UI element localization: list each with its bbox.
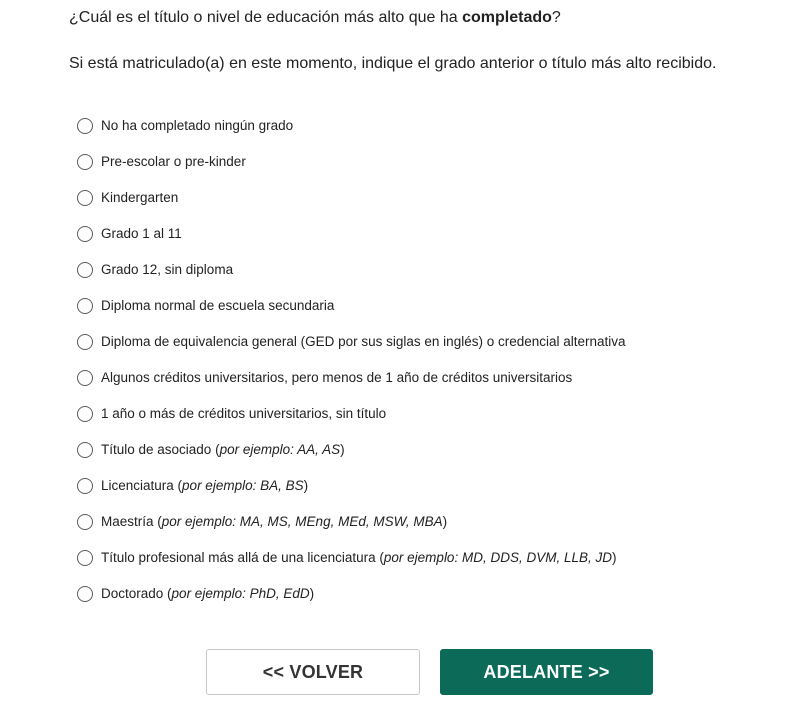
answer-option[interactable] <box>77 468 626 504</box>
answer-option[interactable] <box>77 576 626 612</box>
answer-option[interactable] <box>77 360 626 396</box>
radio-button[interactable] <box>77 262 93 278</box>
option-label <box>101 116 293 136</box>
answer-option[interactable] <box>77 432 626 468</box>
option-label-text: Título de asociado ( <box>101 442 220 457</box>
option-label-text: No ha completado ningún grado <box>101 118 294 133</box>
option-example-text: por ejemplo: AA, AS <box>219 442 341 457</box>
radio-button[interactable] <box>77 550 93 566</box>
option-label-text: Doctorado ( <box>101 586 172 601</box>
option-label-text: Diploma normal de escuela secundaria <box>101 298 335 313</box>
option-label <box>101 296 334 316</box>
option-label-text: Maestría ( <box>101 514 162 529</box>
question-suffix: ? <box>551 9 561 26</box>
option-label <box>101 440 345 460</box>
radio-button[interactable] <box>77 190 93 206</box>
radio-button[interactable] <box>77 154 93 170</box>
next-button[interactable]: ADELANTE >> <box>440 649 653 695</box>
option-label <box>101 368 572 388</box>
option-label-text: Licenciatura ( <box>101 478 183 493</box>
option-close-paren: ) <box>303 478 309 493</box>
option-label-text: 1 año o más de créditos universitarios, sin título <box>101 406 387 421</box>
option-example-text: por ejemplo: MA, MS, MEng, MEd, MSW, MBA <box>161 514 443 529</box>
option-label <box>101 404 386 424</box>
option-label-text: Diploma de equivalencia general (GED por sus siglas en inglés) o credencial alternativa <box>101 334 626 349</box>
question-emphasis: completado <box>462 9 552 26</box>
answer-option[interactable] <box>77 108 626 144</box>
radio-button[interactable] <box>77 226 93 242</box>
option-label <box>101 152 246 172</box>
option-label-text: Pre-escolar o pre-kinder <box>101 154 246 169</box>
option-label <box>101 476 308 496</box>
answer-option[interactable] <box>77 504 626 540</box>
back-button[interactable]: << VOLVER <box>206 649 420 695</box>
question-prefix: ¿Cuál es el título o nivel de educación más alto que ha <box>69 9 463 26</box>
radio-button[interactable] <box>77 370 93 386</box>
radio-button[interactable] <box>77 514 93 530</box>
option-label-text: Grado 12, sin diploma <box>101 262 234 277</box>
answer-option[interactable] <box>77 288 626 324</box>
radio-button[interactable] <box>77 442 93 458</box>
option-example-text: por ejemplo: MD, DDS, DVM, LLB, JD <box>383 550 612 565</box>
radio-button[interactable] <box>77 334 93 350</box>
answer-option[interactable] <box>77 396 626 432</box>
radio-button[interactable] <box>77 118 93 134</box>
answer-option[interactable] <box>77 324 626 360</box>
answer-option[interactable] <box>77 144 626 180</box>
option-close-paren: ) <box>611 550 617 565</box>
answer-option[interactable] <box>77 216 626 252</box>
answer-option[interactable] <box>77 180 626 216</box>
option-label <box>101 188 178 208</box>
option-label <box>101 224 182 244</box>
option-label <box>101 548 616 568</box>
option-close-paren: ) <box>309 586 315 601</box>
option-close-paren: ) <box>340 442 345 457</box>
option-label <box>101 584 314 604</box>
answer-option[interactable] <box>77 252 626 288</box>
radio-button[interactable] <box>77 406 93 422</box>
option-label-text: Kindergarten <box>101 190 179 205</box>
option-close-paren: ) <box>442 514 448 529</box>
radio-button[interactable] <box>77 586 93 602</box>
option-example-text: por ejemplo: PhD, EdD <box>171 586 310 601</box>
radio-button[interactable] <box>77 478 93 494</box>
option-label <box>101 332 626 352</box>
answer-options <box>77 108 626 612</box>
option-label-text: Algunos créditos universitarios, pero menos de 1 año de créditos universitarios <box>101 370 573 385</box>
question-instruction: Si está matriculado(a) en este momento, indique el grado anterior o título más alto recibido. <box>69 55 717 72</box>
question-title <box>69 7 561 29</box>
option-example-text: por ejemplo: BA, BS <box>182 478 304 493</box>
option-label-text: Título profesional más allá de una licenciatura ( <box>101 550 384 565</box>
option-label-text: Grado 1 al 11 <box>101 226 182 241</box>
option-label <box>101 260 233 280</box>
answer-option[interactable] <box>77 540 626 576</box>
option-label <box>101 512 447 532</box>
radio-button[interactable] <box>77 298 93 314</box>
